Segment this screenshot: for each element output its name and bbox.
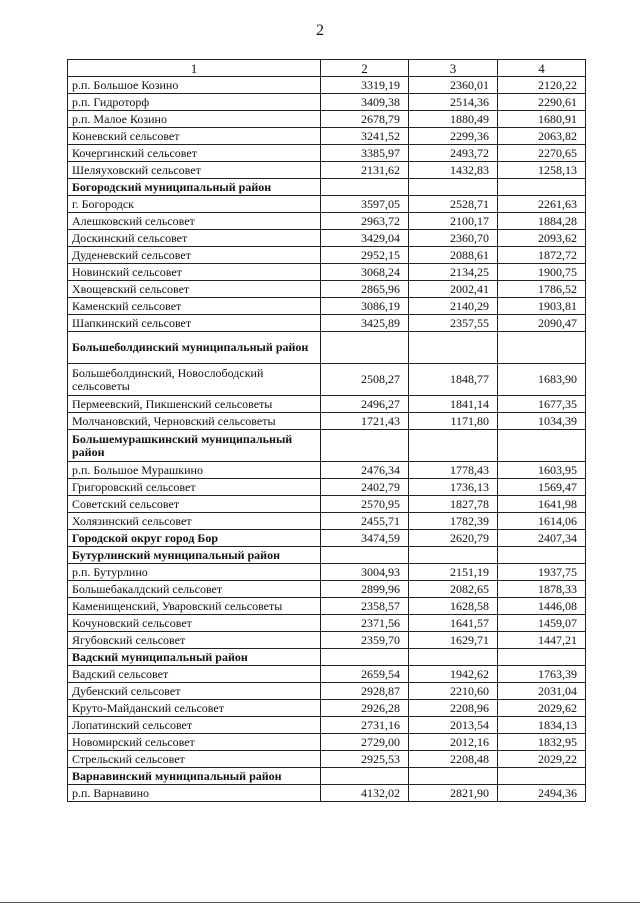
value-col-2: 1721,43 — [321, 413, 409, 430]
value-col-3: 1782,39 — [409, 513, 498, 530]
value-col-4: 2261,63 — [498, 196, 586, 213]
table-row — [68, 496, 586, 513]
value-col-4: 2290,61 — [498, 94, 586, 111]
table-row — [68, 364, 586, 396]
settlement-name: Молчановский, Черновский сельсоветы — [68, 413, 321, 430]
value-col-2: 2678,79 — [321, 111, 409, 128]
value-col-2: 2952,15 — [321, 247, 409, 264]
table-row — [68, 751, 586, 768]
value-col-3: 1171,80 — [409, 413, 498, 430]
value-col-2: 4132,02 — [321, 785, 409, 802]
value-col-3: 2012,16 — [409, 734, 498, 751]
district-name: Бутурлинский муниципальный район — [68, 547, 321, 564]
settlement-name: Ягубовский сельсовет — [68, 632, 321, 649]
value-col-3: 2140,29 — [409, 298, 498, 315]
settlement-name: Каменский сельсовет — [68, 298, 321, 315]
settlement-name: Коневский сельсовет — [68, 128, 321, 145]
value-col-4: 1683,90 — [498, 364, 586, 396]
table-row — [68, 513, 586, 530]
value-col-2: 2455,71 — [321, 513, 409, 530]
value-col-2: 2358,57 — [321, 598, 409, 615]
value-col-3: 1641,57 — [409, 615, 498, 632]
table-row — [68, 94, 586, 111]
district-name: Варнавинский муниципальный район — [68, 768, 321, 785]
value-col-3: 2299,36 — [409, 128, 498, 145]
settlement-name: Стрельский сельсовет — [68, 751, 321, 768]
value-col-2 — [321, 649, 409, 666]
value-col-4: 1614,06 — [498, 513, 586, 530]
value-col-4: 1763,39 — [498, 666, 586, 683]
district-row — [68, 649, 586, 666]
table-row — [68, 785, 586, 802]
table-row — [68, 298, 586, 315]
table-row — [68, 128, 586, 145]
value-col-3: 1942,62 — [409, 666, 498, 683]
value-col-4 — [498, 547, 586, 564]
value-col-2: 2899,96 — [321, 581, 409, 598]
value-col-2: 2476,34 — [321, 462, 409, 479]
value-col-4: 2031,04 — [498, 683, 586, 700]
value-col-2: 3086,19 — [321, 298, 409, 315]
value-col-4: 1878,33 — [498, 581, 586, 598]
value-col-2: 2371,56 — [321, 615, 409, 632]
value-col-4: 1786,52 — [498, 281, 586, 298]
value-col-3: 2013,54 — [409, 717, 498, 734]
settlement-name: Холязинский сельсовет — [68, 513, 321, 530]
table-row — [68, 683, 586, 700]
value-col-4: 1641,98 — [498, 496, 586, 513]
settlement-name: Алешковский сельсовет — [68, 213, 321, 230]
district-name: Городской округ город Бор — [68, 530, 321, 547]
settlement-name: Лопатинский сельсовет — [68, 717, 321, 734]
table-row — [68, 598, 586, 615]
value-col-2: 2963,72 — [321, 213, 409, 230]
value-col-3: 1629,71 — [409, 632, 498, 649]
district-row — [68, 547, 586, 564]
value-col-3: 1827,78 — [409, 496, 498, 513]
value-col-3: 2100,17 — [409, 213, 498, 230]
value-col-4: 1832,95 — [498, 734, 586, 751]
table-row — [68, 264, 586, 281]
value-col-3: 2493,72 — [409, 145, 498, 162]
table-row — [68, 162, 586, 179]
table-row — [68, 717, 586, 734]
value-col-4: 1603,95 — [498, 462, 586, 479]
value-col-2: 2926,28 — [321, 700, 409, 717]
value-col-3: 2134,25 — [409, 264, 498, 281]
value-col-3: 2528,71 — [409, 196, 498, 213]
table-body — [68, 77, 586, 802]
value-col-4: 2494,36 — [498, 785, 586, 802]
value-col-4 — [498, 768, 586, 785]
value-col-4: 1034,39 — [498, 413, 586, 430]
settlement-name: р.п. Малое Козино — [68, 111, 321, 128]
value-col-4: 1900,75 — [498, 264, 586, 281]
table-row — [68, 196, 586, 213]
district-row — [68, 179, 586, 196]
value-col-3: 2151,19 — [409, 564, 498, 581]
value-col-4: 1258,13 — [498, 162, 586, 179]
value-col-2 — [321, 547, 409, 564]
settlement-name: Вадский сельсовет — [68, 666, 321, 683]
value-col-3: 2208,48 — [409, 751, 498, 768]
table-row — [68, 413, 586, 430]
settlement-name: Кочуновский сельсовет — [68, 615, 321, 632]
district-row — [68, 768, 586, 785]
column-header-4: 4 — [498, 60, 586, 77]
table-row — [68, 145, 586, 162]
value-col-4: 2093,62 — [498, 230, 586, 247]
settlement-name: г. Богородск — [68, 196, 321, 213]
value-col-3: 2357,55 — [409, 315, 498, 332]
table-row — [68, 615, 586, 632]
value-col-2: 3597,05 — [321, 196, 409, 213]
value-col-4 — [498, 179, 586, 196]
table-row — [68, 581, 586, 598]
value-col-4: 1884,28 — [498, 213, 586, 230]
value-col-3: 2821,90 — [409, 785, 498, 802]
table-row — [68, 213, 586, 230]
settlement-name: Большебакалдский сельсовет — [68, 581, 321, 598]
settlement-name: Советский сельсовет — [68, 496, 321, 513]
value-col-3: 2208,96 — [409, 700, 498, 717]
value-col-2: 2865,96 — [321, 281, 409, 298]
value-col-3: 2360,70 — [409, 230, 498, 247]
table-row — [68, 230, 586, 247]
value-col-4 — [498, 332, 586, 364]
value-col-2: 2496,27 — [321, 396, 409, 413]
value-col-2: 2928,87 — [321, 683, 409, 700]
value-col-3: 1880,49 — [409, 111, 498, 128]
value-col-4: 1446,08 — [498, 598, 586, 615]
settlement-name: Пермеевский, Пикшенский сельсоветы — [68, 396, 321, 413]
value-col-2: 3004,93 — [321, 564, 409, 581]
value-col-2: 3319,19 — [321, 77, 409, 94]
value-col-3: 2514,36 — [409, 94, 498, 111]
value-col-3: 1778,43 — [409, 462, 498, 479]
value-col-3: 1736,13 — [409, 479, 498, 496]
settlement-name: р.п. Большое Козино — [68, 77, 321, 94]
table-row — [68, 111, 586, 128]
table-row — [68, 247, 586, 264]
value-col-4: 2120,22 — [498, 77, 586, 94]
value-col-3: 1432,83 — [409, 162, 498, 179]
value-col-2: 3474,59 — [321, 530, 409, 547]
value-col-2 — [321, 332, 409, 364]
column-header-1: 1 — [68, 60, 321, 77]
table-row — [68, 666, 586, 683]
value-col-3 — [409, 649, 498, 666]
district-name: Богородский муниципальный район — [68, 179, 321, 196]
settlement-name: Григоровский сельсовет — [68, 479, 321, 496]
value-col-2: 2508,27 — [321, 364, 409, 396]
settlement-name: Дуденевский сельсовет — [68, 247, 321, 264]
value-col-2: 3068,24 — [321, 264, 409, 281]
value-col-2: 2131,62 — [321, 162, 409, 179]
settlement-name: Шапкинский сельсовет — [68, 315, 321, 332]
settlement-name: Новинский сельсовет — [68, 264, 321, 281]
table-row — [68, 396, 586, 413]
value-col-2: 2925,53 — [321, 751, 409, 768]
table-row — [68, 564, 586, 581]
value-col-3: 1628,58 — [409, 598, 498, 615]
table-row — [68, 77, 586, 94]
settlement-name: р.п. Большое Мурашкино — [68, 462, 321, 479]
value-col-3: 2088,61 — [409, 247, 498, 264]
table-row — [68, 734, 586, 751]
settlement-name: Дубенский сельсовет — [68, 683, 321, 700]
table-row — [68, 281, 586, 298]
district-name: Большемурашкинский муниципальный район — [68, 430, 321, 462]
value-col-3: 2082,65 — [409, 581, 498, 598]
value-col-3: 2210,60 — [409, 683, 498, 700]
value-col-3: 2620,79 — [409, 530, 498, 547]
value-col-2: 3241,52 — [321, 128, 409, 145]
value-col-4: 1569,47 — [498, 479, 586, 496]
value-col-2 — [321, 179, 409, 196]
settlement-name: Кочергинский сельсовет — [68, 145, 321, 162]
settlement-name: р.п. Варнавино — [68, 785, 321, 802]
value-col-3 — [409, 179, 498, 196]
tariff-table — [67, 59, 586, 802]
value-col-4: 1459,07 — [498, 615, 586, 632]
footer-divider — [0, 902, 640, 903]
value-col-4: 2063,82 — [498, 128, 586, 145]
value-col-4: 2029,62 — [498, 700, 586, 717]
value-col-4: 1834,13 — [498, 717, 586, 734]
settlement-name: Круто-Майданский сельсовет — [68, 700, 321, 717]
value-col-3 — [409, 332, 498, 364]
value-col-2: 2729,00 — [321, 734, 409, 751]
value-col-4: 2090,47 — [498, 315, 586, 332]
district-name: Вадский муниципальный район — [68, 649, 321, 666]
table-row — [68, 315, 586, 332]
value-col-4: 1677,35 — [498, 396, 586, 413]
settlement-name: Новомирский сельсовет — [68, 734, 321, 751]
value-col-3: 2360,01 — [409, 77, 498, 94]
table-row — [68, 632, 586, 649]
value-col-3 — [409, 768, 498, 785]
settlement-name: Шеляуховский сельсовет — [68, 162, 321, 179]
value-col-2 — [321, 768, 409, 785]
value-col-4: 1872,72 — [498, 247, 586, 264]
value-col-3 — [409, 430, 498, 462]
value-col-4: 1447,21 — [498, 632, 586, 649]
value-col-4: 1903,81 — [498, 298, 586, 315]
page-number: 2 — [316, 22, 324, 39]
settlement-name: Каменищенский, Уваровский сельсоветы — [68, 598, 321, 615]
value-col-2: 3385,97 — [321, 145, 409, 162]
value-col-2: 2659,54 — [321, 666, 409, 683]
table-row — [68, 700, 586, 717]
district-row — [68, 430, 586, 462]
district-row — [68, 332, 586, 364]
table-row — [68, 462, 586, 479]
value-col-4 — [498, 649, 586, 666]
value-col-4: 1680,91 — [498, 111, 586, 128]
value-col-2: 2731,16 — [321, 717, 409, 734]
settlement-name: Хвощевский сельсовет — [68, 281, 321, 298]
settlement-name: р.п. Бутурлино — [68, 564, 321, 581]
value-col-3: 1848,77 — [409, 364, 498, 396]
value-col-2: 3425,89 — [321, 315, 409, 332]
value-col-2: 2570,95 — [321, 496, 409, 513]
value-col-2: 3429,04 — [321, 230, 409, 247]
value-col-4: 2270,65 — [498, 145, 586, 162]
column-header-2: 2 — [321, 60, 409, 77]
value-col-2 — [321, 430, 409, 462]
value-col-4: 2407,34 — [498, 530, 586, 547]
column-header-3: 3 — [409, 60, 498, 77]
value-col-3 — [409, 547, 498, 564]
total-row — [68, 530, 586, 547]
value-col-2: 2402,79 — [321, 479, 409, 496]
value-col-3: 1841,14 — [409, 396, 498, 413]
settlement-name: Доскинский сельсовет — [68, 230, 321, 247]
table-row — [68, 479, 586, 496]
value-col-4: 2029,22 — [498, 751, 586, 768]
settlement-name: Большеболдинский, Новослободский сельсоветы — [68, 364, 321, 396]
settlement-name: р.п. Гидроторф — [68, 94, 321, 111]
value-col-2: 3409,38 — [321, 94, 409, 111]
value-col-3: 2002,41 — [409, 281, 498, 298]
header-row — [68, 60, 586, 77]
value-col-4: 1937,75 — [498, 564, 586, 581]
district-name: Большеболдинский муниципальный район — [68, 332, 321, 364]
value-col-2: 2359,70 — [321, 632, 409, 649]
value-col-4 — [498, 430, 586, 462]
